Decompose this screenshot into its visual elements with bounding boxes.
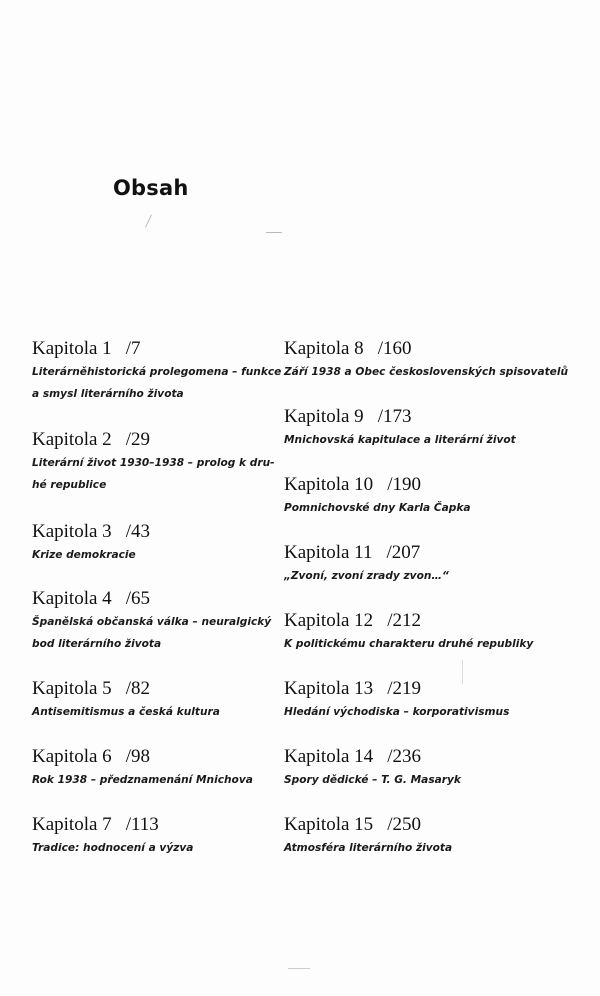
chapter-page: /43: [125, 521, 150, 542]
toc-entry[interactable]: [32, 678, 292, 723]
chapter-page: /7: [125, 338, 141, 359]
chapter-title-line: a smysl literárního života: [32, 388, 184, 400]
chapter-label: Kapitola 12: [284, 610, 374, 631]
chapter-title-line: Pomnichovské dny Karla Čapka: [284, 502, 471, 514]
chapter-title-line: Hledání východiska – korporativismus: [284, 706, 510, 718]
chapter-title-line: Mnichovská kapitulace a literární život: [284, 434, 516, 446]
chapter-label: Kapitola 8: [284, 338, 364, 359]
toc-entry[interactable]: [32, 429, 292, 496]
chapter-title-line: Literární život 1930–1938 – prolog k dru-: [32, 457, 275, 469]
chapter-label: Kapitola 7: [32, 814, 112, 835]
chapter-label: Kapitola 6: [32, 746, 112, 767]
toc-entry[interactable]: [32, 588, 292, 655]
chapter-title-line: Rok 1938 – předznamenání Mnichova: [32, 774, 253, 786]
chapter-label: Kapitola 10: [284, 474, 374, 495]
chapter-title-line: Atmosféra literárního života: [284, 842, 453, 854]
chapter-label: Kapitola 5: [32, 678, 112, 699]
toc-entry[interactable]: [284, 678, 544, 723]
toc-entry[interactable]: [284, 610, 544, 655]
chapter-title-line: Září 1938 a Obec československých spisovatelů: [284, 366, 569, 378]
chapter-page: /82: [125, 678, 150, 699]
toc-entry[interactable]: [284, 474, 544, 519]
chapter-title-line: Spory dědické – T. G. Masaryk: [284, 774, 461, 786]
chapter-page: /160: [377, 338, 412, 359]
chapter-page: /190: [387, 474, 421, 495]
toc-entry[interactable]: [284, 542, 544, 587]
chapter-page: /98: [125, 746, 150, 767]
chapter-label: Kapitola 3: [32, 521, 112, 542]
chapter-label: Kapitola 15: [284, 814, 374, 835]
chapter-page: /65: [125, 588, 150, 609]
chapter-label: Kapitola 14: [284, 746, 374, 767]
chapter-page: /236: [387, 746, 421, 767]
chapter-title-line: hé republice: [32, 479, 107, 491]
chapter-title-line: Španělská občanská válka – neuralgický: [32, 616, 272, 628]
scan-mark: [266, 232, 282, 233]
chapter-label: Kapitola 11: [284, 542, 373, 563]
toc-entry[interactable]: [32, 814, 292, 859]
chapter-page: /29: [125, 429, 150, 450]
toc-entry[interactable]: [284, 406, 544, 451]
toc-entry[interactable]: [284, 338, 569, 383]
chapter-page: /113: [125, 814, 159, 835]
chapter-label: Kapitola 2: [32, 429, 112, 450]
toc-entry[interactable]: [32, 338, 292, 405]
toc-entry[interactable]: [284, 814, 544, 859]
toc-entry[interactable]: [284, 746, 544, 791]
page-title: Obsah: [113, 176, 189, 200]
chapter-page: /207: [386, 542, 421, 563]
chapter-title-line: Tradice: hodnocení a výzva: [32, 842, 194, 854]
scan-mark: [288, 968, 310, 969]
chapter-title-line: Literárněhistorická prolegomena – funkce: [32, 366, 282, 378]
chapter-label: Kapitola 4: [32, 588, 112, 609]
chapter-page: /250: [387, 814, 421, 835]
chapter-page: /173: [377, 406, 412, 427]
toc-entry[interactable]: [32, 521, 292, 566]
chapter-label: Kapitola 9: [284, 406, 364, 427]
toc-entry[interactable]: [32, 746, 292, 791]
chapter-label: Kapitola 13: [284, 678, 374, 699]
chapter-label: Kapitola 1: [32, 338, 112, 359]
chapter-title-line: „Zvoní, zvoní zrady zvon…“: [284, 570, 449, 582]
chapter-title-line: Krize demokracie: [32, 549, 136, 561]
chapter-title-line: Antisemitismus a česká kultura: [32, 706, 220, 718]
chapter-title-line: bod literárního života: [32, 638, 162, 650]
chapter-page: /219: [387, 678, 421, 699]
chapter-title-line: K politickému charakteru druhé republiky: [284, 638, 534, 650]
scan-mark: [145, 214, 152, 227]
chapter-page: /212: [387, 610, 421, 631]
